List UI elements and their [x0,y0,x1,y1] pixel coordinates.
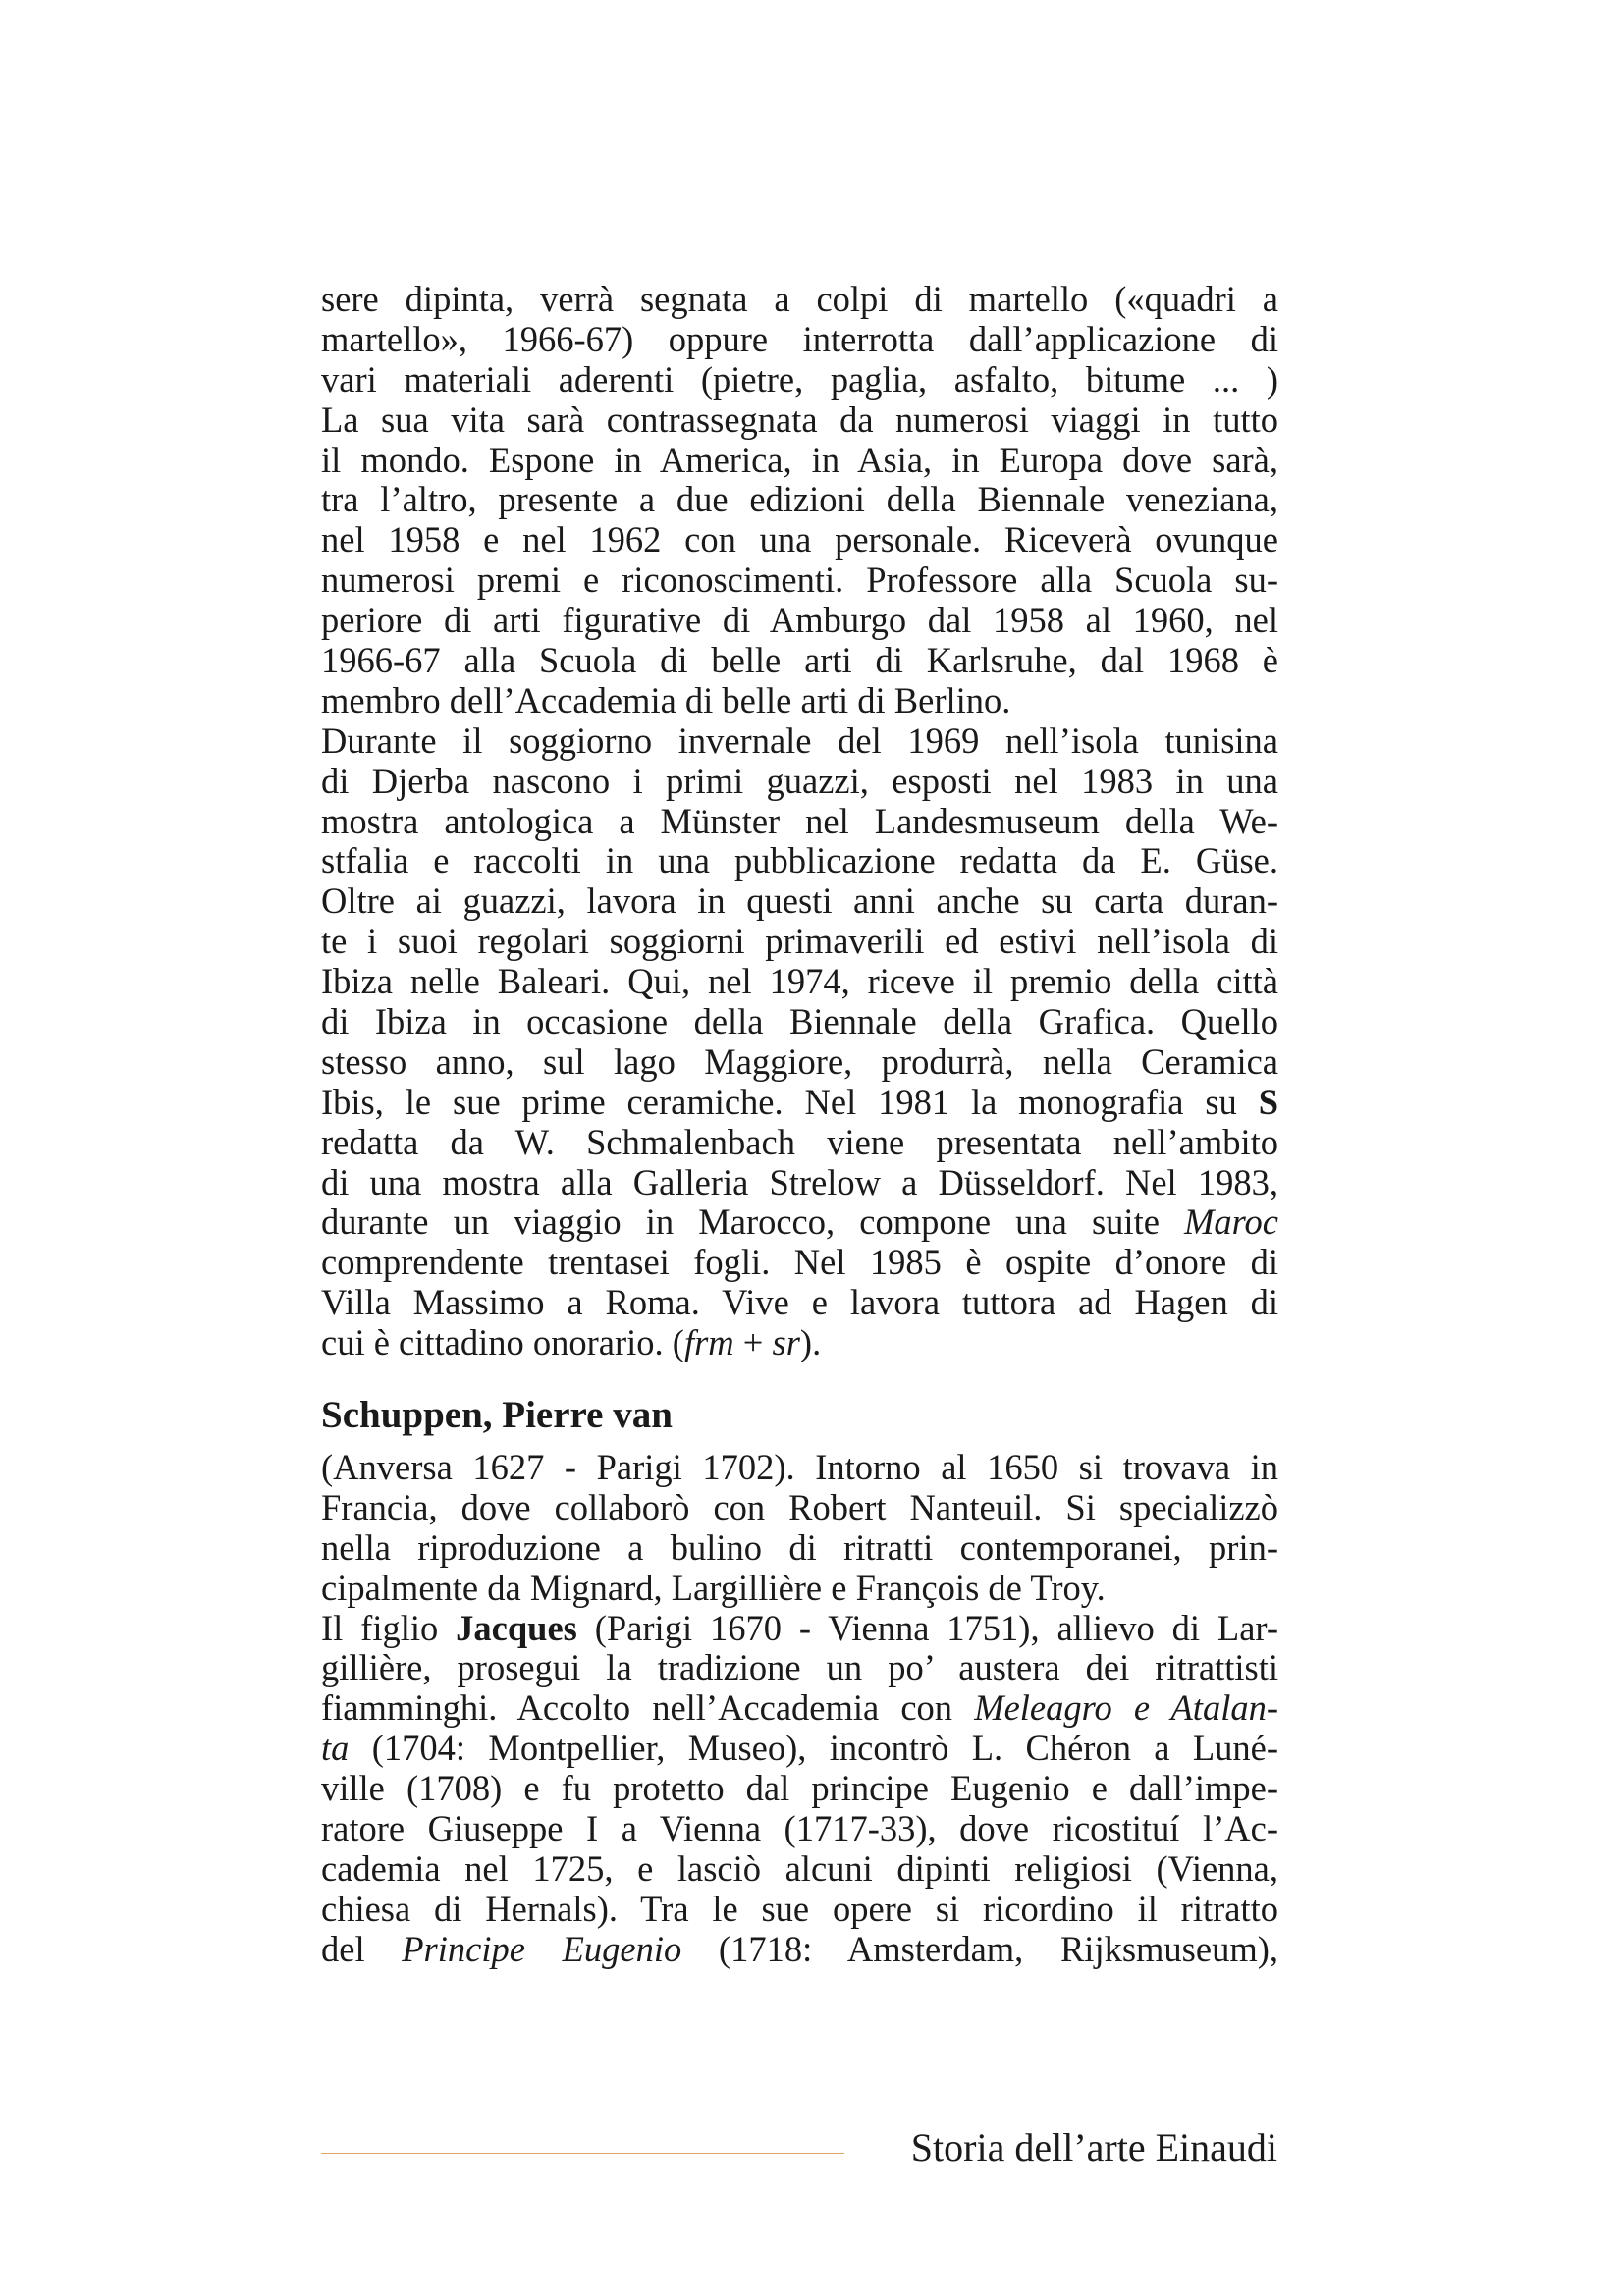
text-run: + [733,1322,773,1363]
text-line [321,320,1278,360]
text-run: Durante il soggiorno invernale del 1969 nell’isola tunisina [321,720,1278,761]
text-run: ratore Giuseppe I a Vienna (1717-33), dove ricostituí l’Ac- [321,1808,1278,1849]
text-run: Villa Massimo a Roma. Vive e lavora tuttora ad Hagen di [321,1282,1278,1323]
text-run: 1966-67 alla Scuola di belle arti di Karlsruhe, dal 1968 è [321,640,1278,681]
italic-text: Meleagro e Atalan- [974,1687,1278,1729]
text-line [321,762,1278,802]
text-run: Oltre ai guazzi, lavora in questi anni anche su carta duran- [321,881,1278,922]
italic-text: sr [772,1322,800,1363]
text-run: fiamminghi. Accolto nell’Accademia con [321,1687,975,1729]
body-text-block [321,280,1278,1363]
text-run: gillière, prosegui la tradizione un po’ austera dei ritrattisti [321,1647,1278,1688]
text-run: (Parigi 1670 - Vienna 1751), allievo di Lar- [576,1607,1278,1648]
text-run: numerosi premi e riconoscimenti. Professore alla Scuola su- [321,560,1278,601]
text-line [321,561,1278,601]
bold-text: Jacques [456,1607,577,1648]
text-run: vari materiali aderenti (pietre, paglia, asfalto, bitume ... ) [321,358,1278,400]
text-line [321,1648,1278,1688]
text-line [321,520,1278,561]
text-line [321,802,1278,842]
text-line [321,922,1278,962]
text-run: cademia nel 1725, e lasciò alcuni dipinti religiosi (Vienna, [321,1847,1278,1889]
text-run: Il figlio [321,1607,457,1648]
text-line [321,1729,1278,1769]
text-line [321,1688,1278,1729]
text-run: cui è cittadino onorario. ( [321,1322,684,1363]
text-run: durante un viaggio in Marocco, compone una suite [321,1201,1185,1243]
text-line [321,1448,1278,1488]
italic-text: Principe Eugenio [402,1928,682,1969]
text-run: di una mostra alla Galleria Strelow a Düsseldorf. Nel 1983, [321,1161,1278,1202]
text-line [321,441,1278,481]
text-run: ). [799,1322,822,1363]
text-run: nel 1958 e nel 1962 con una personale. Riceverà ovunque [321,519,1278,561]
text-run: di Ibiza in occasione della Biennale della Grafica. Quello [321,1001,1278,1042]
text-run: chiesa di Hernals). Tra le sue opere si ricordino il ritratto [321,1888,1278,1929]
text-run: La sua vita sarà contrassegnata da numerosi viaggi in tutto [321,399,1278,440]
text-line [321,841,1278,881]
text-line [321,1002,1278,1042]
text-line [321,962,1278,1002]
text-run: membro dell’Accademia di belle arti di Berlino. [321,679,1011,721]
text-line [321,1243,1278,1283]
text-line [321,1488,1278,1528]
text-line [321,1569,1278,1609]
footer-rule [321,2153,844,2154]
text-line [321,1849,1278,1890]
footer-text: Storia dell’arte Einaudi [910,2125,1277,2169]
text-run: (Anversa 1627 - Parigi 1702). Intorno al 1650 si trovava in [321,1447,1278,1487]
text-line [321,1163,1278,1203]
entry-heading: Schuppen, Pierre van [321,1394,673,1436]
text-line [321,480,1278,520]
text-run: stfalia e raccolti in una pubblicazione redatta da E. Güse. [321,840,1278,881]
text-line [321,280,1278,320]
text-line [321,1609,1278,1649]
italic-text: ta [321,1728,350,1769]
text-run: (1718: Amsterdam, Rijksmuseum), [681,1928,1279,1969]
text-run: cipalmente da Mignard, Largillière e François de Troy. [321,1567,1106,1608]
italic-text: Maroc [1184,1201,1278,1243]
text-run: del [321,1928,403,1969]
text-run: periore di arti figurative di Amburgo dal 1958 al 1960, nel [321,600,1278,641]
text-line [321,1769,1278,1809]
text-line [321,1202,1278,1243]
text-run: comprendente trentasei fogli. Nel 1985 è ospite d’onore di [321,1242,1278,1283]
entry-body-text [321,1448,1278,1970]
text-line [321,641,1278,681]
text-run: Ibiza nelle Baleari. Qui, nel 1974, riceve il premio della città [321,961,1278,1002]
text-line [321,1890,1278,1930]
text-line [321,1123,1278,1163]
text-line [321,1283,1278,1323]
text-line [321,1083,1278,1123]
text-line [321,1528,1278,1569]
text-run: redatta da W. Schmalenbach viene presentata nell’ambito [321,1121,1278,1162]
text-line [321,681,1278,721]
text-run: nella riproduzione a bulino di ritratti contemporanei, prin- [321,1526,1278,1568]
bold-text: S [1258,1081,1278,1122]
text-run: martello», 1966-67) oppure interrotta dall’applicazione di [321,318,1278,359]
text-run: te i suoi regolari soggiorni primaverili ed estivi nell’isola di [321,921,1278,962]
text-line [321,1042,1278,1083]
text-line [321,1323,1278,1363]
text-line [321,1930,1278,1970]
text-run: di Djerba nascono i primi guazzi, esposti nel 1983 in una [321,760,1278,801]
text-run: stesso anno, sul lago Maggiore, produrrà, nella Ceramica [321,1041,1278,1082]
text-line [321,1809,1278,1849]
text-line [321,400,1278,441]
text-run: ville (1708) e fu protetto dal principe Eugenio e dall’impe- [321,1768,1278,1809]
text-run: tra l’altro, presente a due edizioni della Biennale veneziana, [321,479,1278,520]
text-run: Francia, dove collaborò con Robert Nanteuil. Si specializzò [321,1486,1278,1527]
text-line [321,881,1278,922]
text-run: sere dipinta, verrà segnata a colpi di martello («quadri a [321,279,1278,319]
text-line [321,360,1278,400]
text-run: mostra antologica a Münster nel Landesmuseum della We- [321,800,1278,841]
text-line [321,601,1278,641]
text-run: il mondo. Espone in America, in Asia, in Europa dove sarà, [321,439,1278,480]
text-run: (1704: Montpellier, Museo), incontrò L. Chéron a Luné- [349,1728,1278,1769]
text-line [321,721,1278,762]
italic-text: frm [683,1322,734,1363]
text-run: Ibis, le sue prime ceramiche. Nel 1981 la monografia su [321,1081,1259,1122]
